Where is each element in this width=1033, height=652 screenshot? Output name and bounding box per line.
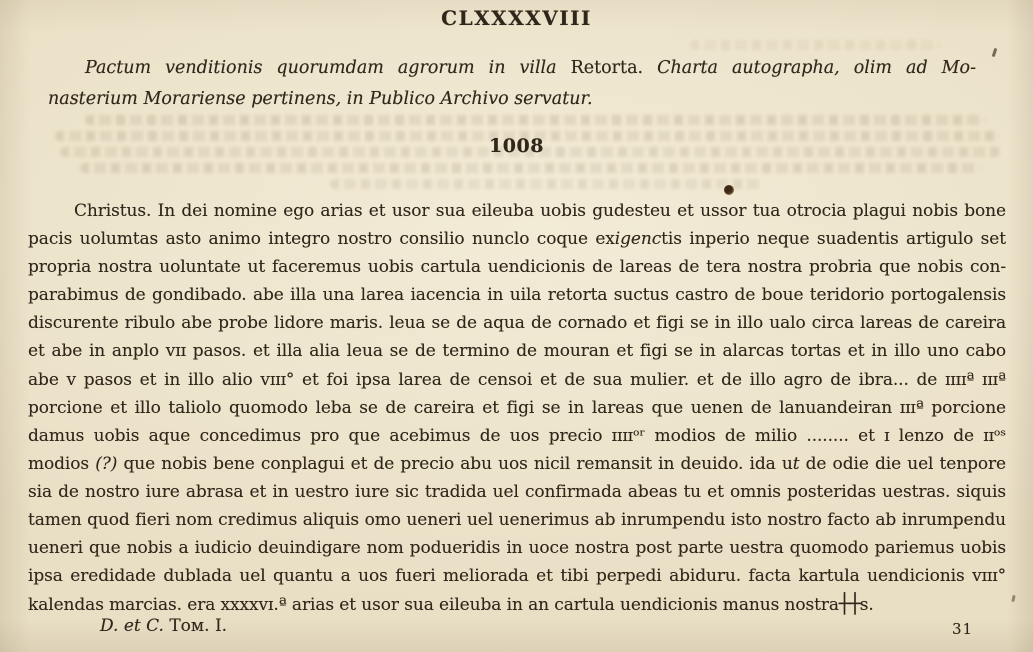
charter-body-paragraph: [28, 197, 1006, 619]
text-run: kalendas marcias. era xxxxᴠɪ.ª arias et usor sua eileuba in an cartula uendicionis manus nostra: [28, 595, 839, 616]
text-run: Christus. In dei nomine ego arias et usor sua eileuba uobis gudesteu et ussor tua otrocia plagui nobis bone: [74, 201, 1006, 221]
text-run: discurente ribulo abe probe lidore maris. leua se de aqua de cornado et figi se in illo ualo circa lareas de careira: [28, 313, 1006, 334]
text-run: (?): [95, 453, 118, 474]
summary-line: [48, 84, 976, 115]
charter-number-heading: CLXXXXVIII: [441, 6, 592, 30]
ink-spot: [724, 185, 734, 195]
paper-speck: [1011, 595, 1015, 602]
body-line: [28, 562, 1006, 590]
body-line: [28, 309, 1006, 337]
showthrough-line: [85, 115, 985, 125]
body-line: [28, 394, 1006, 422]
text-run: t: [792, 453, 800, 474]
text-run: ueneri que nobis a iudicio deuindigare nom podueridis in uoce nostra post parte uestra quomodo pariemus uobis: [28, 538, 1006, 559]
text-run: propria nostra uoluntate ut faceremus uobis cartula uendicionis de lareas de tera nostra probria que nobis con-: [28, 257, 1006, 278]
text-run: Charta autographa, olim ad Mo-: [657, 58, 976, 78]
body-line: [28, 337, 1006, 365]
body-line: [28, 366, 1006, 394]
text-run: igenc: [614, 229, 662, 250]
body-line: [28, 253, 1006, 281]
volume-note: [100, 616, 227, 636]
text-run: que nobis bene conplagui et de precio abu uos nicil remansit in deuido. ida u: [117, 453, 793, 474]
text-run: damus uobis aque concedimus pro que acebimus de uos precio ɪɪɪɪᵒʳ modios de milio ........ et ɪ lenzo de ɪɪᵒˢ: [28, 425, 1006, 446]
page-number: 31: [952, 620, 974, 638]
text-run: parabimus de gondibado. abe illa una larea iacencia in uila retorta suctus castro de boue teridorio portogalensis: [28, 285, 1006, 306]
text-run: abe ᴠ pasos et in illo alio ᴠɪɪɪ° et foi ipsa larea de censoi et de sua mulier. et de illo agro de ibra... de ɪɪɪɪª ɪɪɪª: [28, 369, 1006, 390]
text-run: Tᴏᴍ. I.: [169, 616, 228, 636]
text-run: de odie die uel tenpore: [799, 453, 1006, 474]
body-line: [28, 534, 1006, 562]
text-run: et abe in anplo ᴠɪɪ pasos. et illa alia leua se de termino de mouran et figi se in alarcas tortas et in illo uno cabo: [28, 341, 1006, 362]
text-run: nasterium Morariense pertinens, in Publico Archivo servatur.: [48, 89, 593, 109]
showthrough-line: [80, 163, 980, 173]
text-run: porcione et illo taliolo quomodo leba se de careira et figi se in lareas que uenen de lanuandeiran ɪɪɪª porcione: [28, 397, 1006, 418]
text-run: sia de nostro iure abrasa et in uestro iure sic tradida uel confirmada abeas tu et omnis posteridas uestras. siquis: [28, 481, 1006, 502]
body-line: [28, 197, 1006, 225]
summary-line: [48, 53, 976, 84]
text-run: tis inperio neque suadentis artigulo set: [661, 229, 1007, 250]
body-line: [28, 281, 1006, 309]
showthrough-line: [330, 179, 760, 189]
paper-speck: [992, 48, 998, 57]
text-run: D. et C.: [100, 616, 170, 636]
text-run: ipsa eredidade dublada uel quantu a uos fueri meliorada et tibi perpedi abiduru. facta kartula uendicionis ᴠɪɪɪ°: [28, 566, 1006, 587]
text-run: modios: [28, 453, 96, 474]
text-run: pacis uolumtas asto animo integro nostro consilio nunclo coque ex: [28, 229, 615, 250]
body-line: [28, 225, 1006, 253]
body-line: [28, 506, 1006, 534]
body-line: [28, 478, 1006, 506]
showthrough-line: [690, 40, 940, 50]
body-line: [28, 422, 1006, 450]
text-run: ┼┼: [838, 593, 860, 616]
text-run: Pactum venditionis quorumdam agrorum in villa: [85, 58, 571, 78]
body-line: [28, 450, 1006, 478]
text-run: s.: [859, 595, 874, 616]
summary-paragraph: [48, 53, 976, 115]
text-run: Retorta.: [570, 58, 658, 78]
document-number-heading: 1008: [489, 135, 544, 157]
text-run: tamen quod fieri nom credimus aliquis omo ueneri uel uenerimus ab inrumpendu isto nostro facto ab inrumpendu: [28, 510, 1006, 531]
